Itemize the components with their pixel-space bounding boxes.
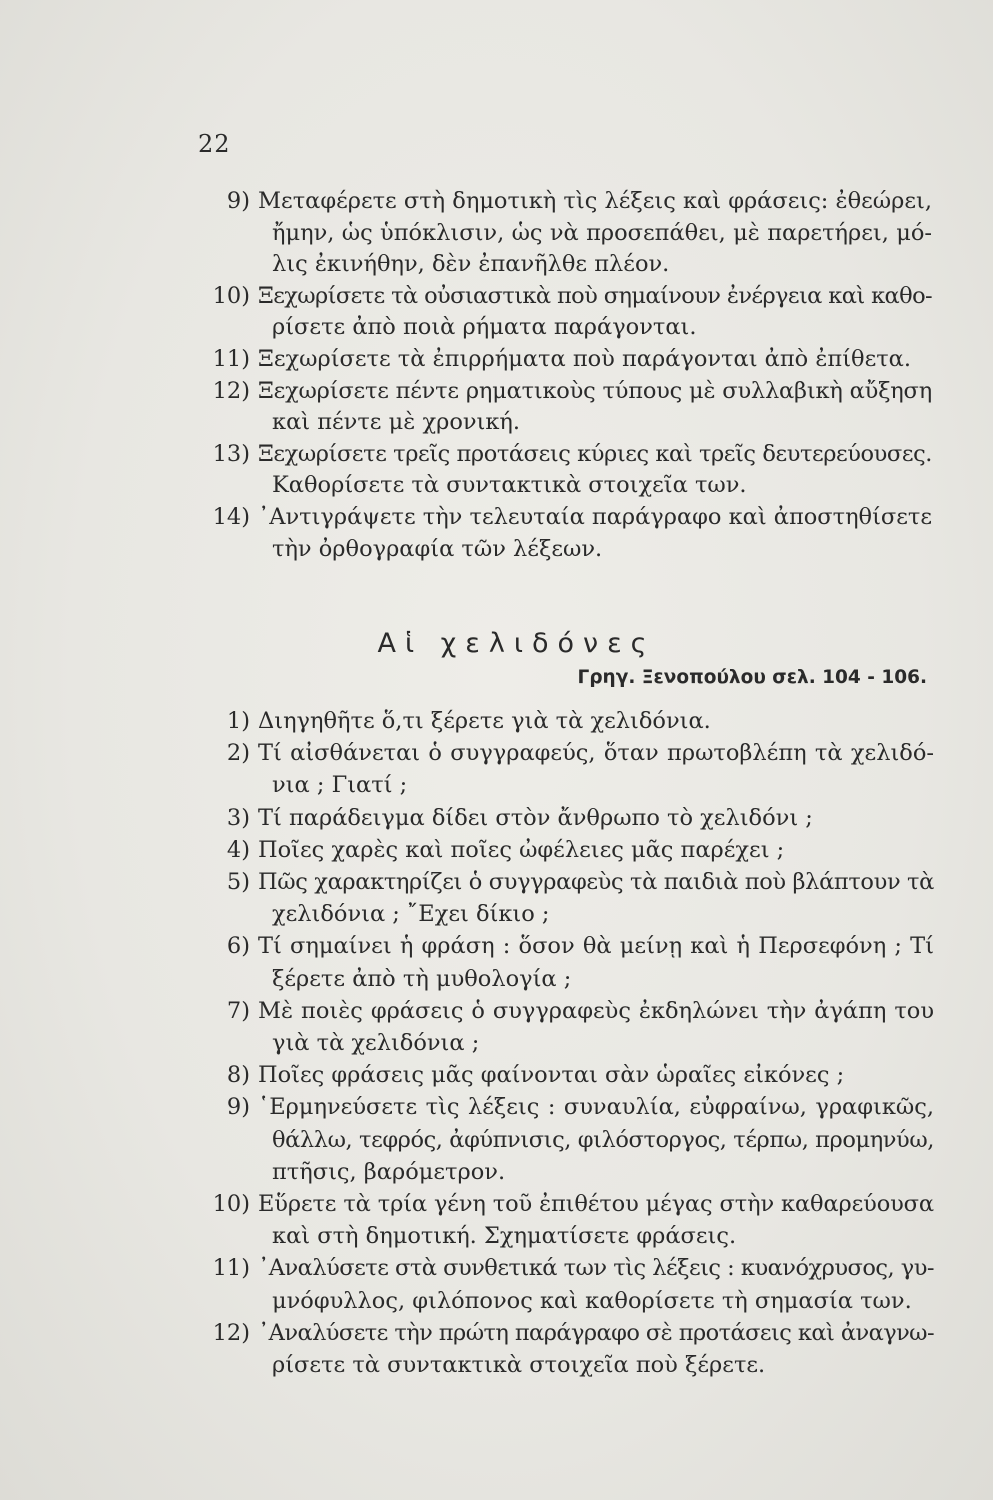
item-text-line: Ποῖες χαρὲς καὶ ποῖες ὠφέλειες μᾶς παρέχει ; [258, 836, 785, 863]
item-text-line: γιὰ τὰ χελιδόνια ; [272, 1030, 480, 1056]
item-number: 13) [212, 440, 250, 467]
item-text-line: καὶ στὴ δημοτική. Σχηματίσετε φράσεις. [272, 1223, 737, 1250]
item-number: 4) [226, 836, 250, 863]
item-number: 12) [212, 377, 250, 404]
item-text-line: Διηγηθῆτε ὅ,τι ξέρετε γιὰ τὰ χελιδόνια. [258, 708, 711, 734]
item-number: 10) [212, 1191, 250, 1217]
item-number: 14) [212, 504, 250, 530]
item-text-line: Εὕρετε τὰ τρία γένη τοῦ ἐπιθέτου μέγας στὴν καθαρεύουσα [258, 1191, 934, 1217]
item-text-line: ρίσετε τὰ συντακτικὰ στοιχεῖα ποὺ ξέρετε. [272, 1352, 766, 1378]
item-number: 2) [226, 740, 250, 767]
item-text-line: Πῶς χαρακτηρίζει ὁ συγγραφεὺς τὰ παιδιὰ ποὺ βλάπτουν τὰ [258, 869, 934, 895]
item-text-line: Τί σημαίνει ἡ φράση : ὅσον θὰ μείνῃ καὶ ἡ Περσεφόνη ; Τί [258, 933, 934, 960]
item-text-line: τὴν ὀρθογραφία τῶν λέξεων. [272, 535, 603, 562]
page-number: 22 [198, 130, 231, 158]
chapter-source: Γρηγ. Ξενοπούλου σελ. 104 - 106. [577, 667, 927, 688]
item-number: 9) [226, 1094, 250, 1121]
item-number: 6) [226, 933, 250, 960]
item-text-line: λις ἐκινήθην, δὲν ἐπανῆλθε πλέον. [272, 251, 670, 278]
item-text-line: πτῆσις, βαρόμετρον. [272, 1158, 506, 1185]
item-number: 7) [226, 997, 250, 1024]
chapter-title: Αἱ χελιδόνες [377, 628, 656, 659]
item-text-line: νια ; Γιατί ; [272, 772, 408, 799]
item-text-line: ξέρετε ἀπὸ τὴ μυθολογία ; [272, 965, 572, 992]
item-text-line: ἤμην, ὡς ὑπόκλισιν, ὡς νὰ προσεπάθει, μὲ παρετήρει, μό- [272, 219, 932, 246]
item-number: 11) [212, 1255, 250, 1282]
item-text-line: Ξεχωρίσετε τρεῖς προτάσεις κύριες καὶ τρεῖς δευτερεύουσες. [258, 440, 932, 467]
item-text-line: θάλλω, τεφρός, ἀφύπνισις, φιλόστοργος, τέρπω, προμηνύω, [272, 1126, 934, 1153]
item-text-line: ᾿Αναλύσετε στὰ συνθετικά των τὶς λέξεις : κυανόχρυσος, γυ- [258, 1255, 934, 1282]
item-text-line: ρίσετε ἀπὸ ποιὰ ρήματα παράγονται. [272, 314, 697, 341]
item-text-line: ᾿Αντιγράψετε τὴν τελευταία παράγραφο καὶ ἀποστηθίσετε [258, 504, 932, 530]
item-text-line: ῾Ερμηνεύσετε τὶς λέξεις : συναυλία, εὐφραίνω, γραφικῶς, [258, 1094, 934, 1121]
item-text-line: Ξεχωρίσετε τὰ ἐπιρρήματα ποὺ παράγονται ἀπὸ ἐπίθετα. [258, 346, 912, 372]
item-text-line: Μεταφέρετε στὴ δημοτικὴ τὶς λέξεις καὶ φράσεις: ἐθεώρει, [258, 188, 932, 214]
item-text-line: Ποῖες φράσεις μᾶς φαίνονται σὰν ὡραῖες εἰκόνες ; [258, 1062, 845, 1089]
item-number: 1) [226, 708, 250, 734]
item-text-line: Καθορίσετε τὰ συντακτικὰ στοιχεῖα των. [272, 472, 747, 499]
item-text-line: Τί παράδειγμα δίδει στὸν ἄνθρωπο τὸ χελιδόνι ; [258, 804, 813, 831]
item-number: 9) [226, 188, 250, 214]
item-number: 11) [212, 346, 250, 372]
item-text-line: Ξεχωρίσετε τὰ οὐσιαστικὰ ποὺ σημαίνουν ἐνέργεια καὶ καθο- [258, 282, 932, 309]
item-number: 10) [212, 282, 250, 309]
item-number: 3) [226, 804, 250, 831]
item-number: 8) [226, 1062, 250, 1089]
item-text-line: Ξεχωρίσετε πέντε ρηματικοὺς τύπους μὲ συλλαβικὴ αὔξηση [258, 377, 932, 404]
item-number: 5) [226, 869, 250, 895]
item-text-line: Τί αἰσθάνεται ὁ συγγραφεύς, ὅταν πρωτοβλέπη τὰ χελιδό- [258, 740, 934, 767]
item-number: 12) [212, 1319, 250, 1346]
item-text-line: χελιδόνια ; ῎Εχει δίκιο ; [272, 901, 550, 928]
item-text-line: μνόφυλλος, φιλόπονος καὶ καθορίσετε τὴ σημασία των. [272, 1287, 912, 1314]
item-text-line: Μὲ ποιὲς φράσεις ὁ συγγραφεὺς ἐκδηλώνει τὴν ἀγάπη του [258, 997, 934, 1024]
item-text-line: ᾿Αναλύσετε τὴν πρώτη παράγραφο σὲ προτάσεις καὶ ἀναγνω- [258, 1319, 934, 1346]
item-text-line: καὶ πέντε μὲ χρονική. [272, 409, 521, 436]
